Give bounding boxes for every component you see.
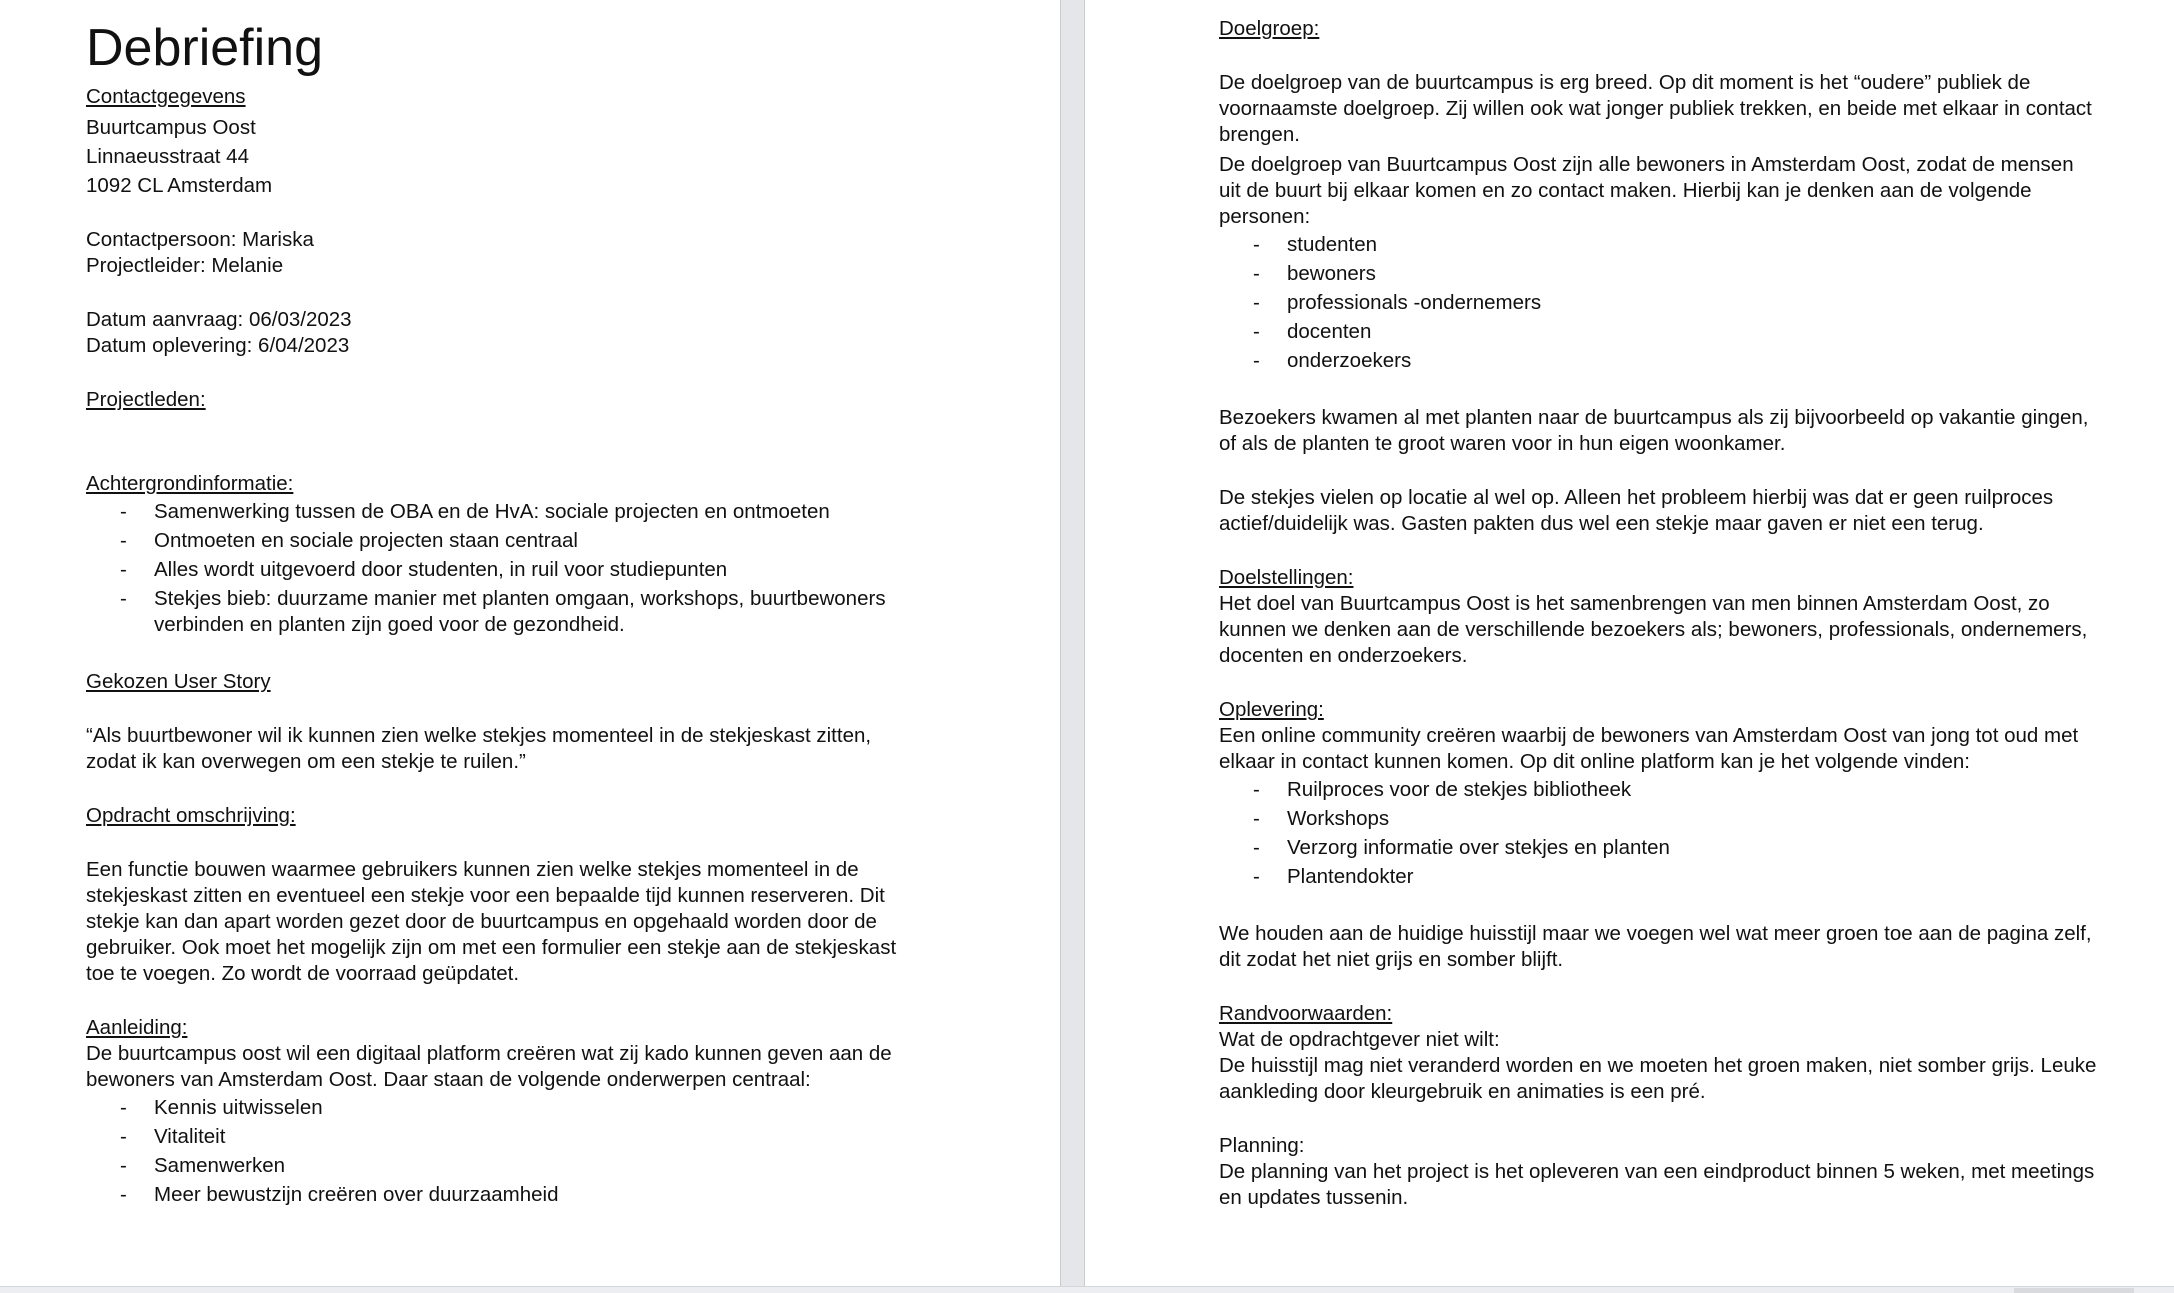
list-item: - Samenwerking tussen de OBA en de HvA: sociale projecten en ontmoeten <box>120 500 830 523</box>
goals-text: Het doel van Buurtcampus Oost is het samenbrengen van men binnen Amsterdam Oost, zo kunnen we denken aan de verschillende bezoekers als; bewoners, professionals, ondernemers, docenten en onderzoekers. <box>1219 592 2088 667</box>
page-gutter <box>1060 0 1085 1288</box>
page-content <box>86 18 986 1211</box>
list-item: - Ontmoeten en sociale projecten staan centraal <box>120 529 578 552</box>
assignment-heading: Opdracht omschrijving: <box>86 804 296 827</box>
list-item: - professionals -ondernemers <box>1253 291 1542 314</box>
conditions-heading: Randvoorwaarden: <box>1219 1002 1393 1025</box>
list-item: - studenten <box>1253 233 1378 256</box>
assignment-text: Een functie bouwen waarmee gebruikers kunnen zien welke stekjes momenteel in de stekjeskast zitten en eventueel een stekje voor een bepaalde tijd kunnen reserveren. Dit stekje kan dan apart worden gezet door de buurtcampus en opgehaald worden door de gebruiker. Ook moet het mogelijk zijn om met een formulier een stekje aan de stekjeskast toe te voegen. Zo wordt de voorraad geüpdatet. <box>86 858 897 985</box>
audience-para-1: De doelgroep van de buurtcampus is erg breed. Op dit moment is het “oudere” publiek de voornaamste doelgroep. Zij willen ook wat jonger publiek trekken, en beide met elkaar in contact brengen. <box>1219 71 2092 146</box>
document-page-left <box>0 0 1060 1293</box>
contact-name: Buurtcampus Oost <box>86 116 256 139</box>
horizontal-scrollbar[interactable] <box>0 1286 2174 1293</box>
list-item: - Alles wordt uitgevoerd door studenten, in ruil voor studiepunten <box>120 558 728 581</box>
list-item: - Samenwerken <box>120 1154 286 1177</box>
reason-list <box>86 1095 986 1208</box>
list-item: - onderzoekers <box>1253 349 1412 372</box>
contact-person: Contactpersoon: Mariska <box>86 228 314 251</box>
delivery-text: Een online community creëren waarbij de bewoners van Amsterdam Oost van jong tot oud met elkaar in contact kunnen komen. Op dit online platform kan je het volgende vinden: <box>1219 724 2079 773</box>
user-story-text: “Als buurtbewoner wil ik kunnen zien welke stekjes momenteel in de stekjeskast zitten, zodat ik kan overwegen om een stekje te ruilen.” <box>86 724 872 773</box>
page-content <box>1219 16 2099 1211</box>
reason-heading: Aanleiding: <box>86 1016 188 1039</box>
goals-heading: Doelstellingen: <box>1219 566 1354 589</box>
audience-para-3: Bezoekers kwamen al met planten naar de buurtcampus als zij bijvoorbeeld op vakantie gingen, of als de planten te groot waren voor in hun eigen woonkamer. <box>1219 406 2089 455</box>
project-leader: Projectleider: Melanie <box>86 254 284 277</box>
contact-street: Linnaeusstraat 44 <box>86 145 249 168</box>
delivery-list <box>1219 777 2099 890</box>
date-delivery: Datum oplevering: 6/04/2023 <box>86 334 350 357</box>
contact-city: 1092 CL Amsterdam <box>86 174 273 197</box>
contact-heading: Contactgegevens <box>86 85 246 108</box>
list-item: - Plantendokter <box>1253 865 1414 888</box>
list-item: - Stekjes bieb: duurzame manier met planten omgaan, workshops, buurtbewoners verbinden en planten zijn goed voor de gezondheid. <box>120 587 886 636</box>
list-item: - bewoners <box>1253 262 1376 285</box>
audience-heading: Doelgroep: <box>1219 17 1320 40</box>
list-item: - Vitaliteit <box>120 1125 226 1148</box>
background-list <box>86 499 986 638</box>
list-item: - Workshops <box>1253 807 1390 830</box>
audience-para-4: De stekjes vielen op locatie al wel op. Alleen het probleem hierbij was dat er geen ruilproces actief/duidelijk was. Gasten pakten dus wel een stekje maar gaven er niet een terug. <box>1219 486 2054 535</box>
list-item: - Ruilproces voor de stekjes bibliotheek <box>1253 778 1632 801</box>
delivery-after: We houden aan de huidige huisstijl maar we voegen wel wat meer groen toe aan de pagina zelf, dit zodat het niet grijs en somber blijft. <box>1219 922 2092 971</box>
delivery-heading: Oplevering: <box>1219 698 1324 721</box>
date-request: Datum aanvraag: 06/03/2023 <box>86 308 352 331</box>
reason-text: De buurtcampus oost wil een digitaal platform creëren wat zij kado kunnen geven aan de bewoners van Amsterdam Oost. Daar staan de volgende onderwerpen centraal: <box>86 1042 892 1091</box>
scrollbar-thumb[interactable] <box>2014 1288 2134 1293</box>
planning-heading: Planning: <box>1219 1134 1305 1157</box>
document-title: Debriefing <box>86 19 324 77</box>
planning-text: De planning van het project is het opleveren van een eindproduct binnen 5 weken, met meetings en updates tussenin. <box>1219 1160 2095 1209</box>
list-item: - Meer bewustzijn creëren over duurzaamheid <box>120 1183 559 1206</box>
user-story-heading: Gekozen User Story <box>86 670 271 693</box>
list-item: - Verzorg informatie over stekjes en planten <box>1253 836 1670 859</box>
background-heading: Achtergrondinformatie: <box>86 472 294 495</box>
project-members-heading: Projectleden: <box>86 388 206 411</box>
conditions-line-2: De huisstijl mag niet veranderd worden en we moeten het groen maken, niet somber grijs. Leuke aankleding door kleurgebruik en animaties is een pré. <box>1219 1054 2097 1103</box>
audience-para-2: De doelgroep van Buurtcampus Oost zijn alle bewoners in Amsterdam Oost, zodat de mensen uit de buurt bij elkaar komen en zo contact maken. Hierbij kan je denken aan de volgende personen: <box>1219 153 2074 228</box>
audience-list <box>1219 232 2099 374</box>
list-item: - docenten <box>1253 320 1372 343</box>
list-item: - Kennis uitwisselen <box>120 1096 323 1119</box>
conditions-line-1: Wat de opdrachtgever niet wilt: <box>1219 1028 1500 1051</box>
document-page-right <box>1085 0 2174 1293</box>
